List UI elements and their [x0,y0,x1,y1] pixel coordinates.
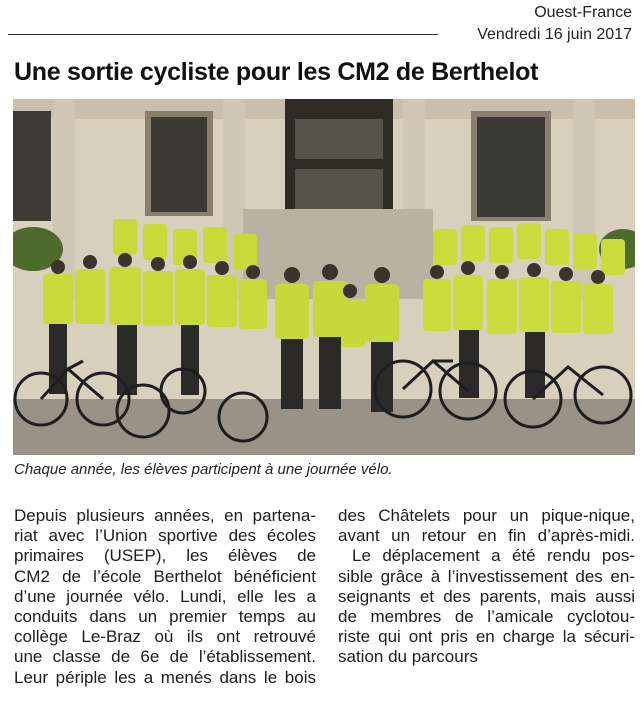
article-column-2 [338,506,635,668]
text-line: sible grâce à l’investissement des en- [338,566,635,586]
text-line: avant un retour en fin d’après-midi. [338,526,635,546]
newspaper-source: Ouest-France [534,4,632,21]
text-line: primaires (USEP), les élèves de [14,546,316,566]
text-line: riat avec l’Union sportive des écoles [14,526,316,546]
text-line: conduits dans un premier temps au [14,607,316,627]
article-headline: Une sortie cycliste pour les CM2 de Berthelot [14,58,539,86]
text-line: Le déplacement a été rendu pos- [352,546,635,566]
text-line: CM2 de l’école Berthelot bénéficient [14,566,316,586]
text-line: collège Le-Braz où ils ont retrouvé [14,627,316,647]
article-paragraph-2 [338,546,635,667]
text-line: sation du parcours [338,647,478,667]
header-rule [8,34,438,35]
text-line: de membres de l’amicale cyclotou- [338,607,635,627]
article-paragraph-1-end [338,506,635,546]
text-line: une classe de 6e de l’établissement. [14,647,316,667]
text-line: Depuis plusieurs années, en partena- [14,506,316,525]
article-column-1 [14,506,316,688]
text-line: riste qui ont pris en charge la sécuri- [338,627,635,647]
text-line: d’une journée vélo. Lundi, elle les a [14,586,316,606]
text-line: Leur périple les a menés dans le bois [14,667,316,687]
text-line: seignants et des parents, mais aussi [338,586,635,606]
article-photo [13,99,635,455]
group-photo-illustration [13,99,635,455]
text-line: des Châtelets pour un pique-nique, [338,506,635,525]
photo-caption: Chaque année, les élèves participent à une journée vélo. [14,461,393,478]
publication-date: Vendredi 16 juin 2017 [477,26,632,43]
article-paragraph-1 [14,506,316,688]
